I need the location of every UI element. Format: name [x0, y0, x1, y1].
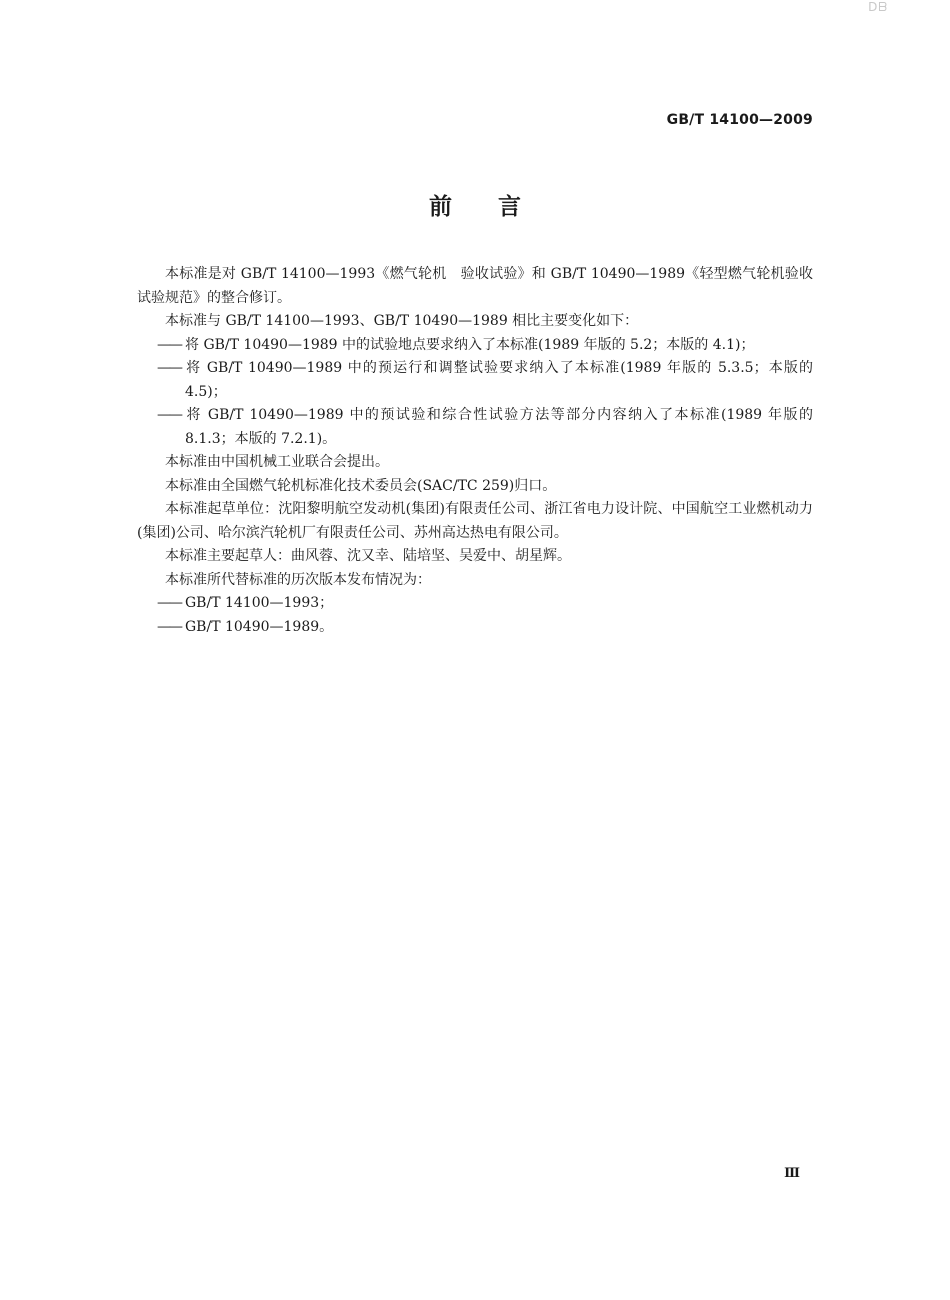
standard-code: GB/T 14100—2009: [666, 112, 813, 128]
dash-marker: ——: [157, 336, 181, 353]
paragraph-replaced-editions-lead: 本标准所代替标准的历次版本发布情况为：: [165, 571, 431, 588]
paragraph-drafting-units: 本标准起草单位：沈阳黎明航空发动机(集团)有限责任公司、浙江省电力设计院、中国航空工业燃机动力(集团)公司、哈尔滨汽轮机厂有限责任公司、苏州高达热电有限公司。: [137, 501, 813, 541]
list-item-text: GB/T 10490—1989。: [185, 618, 334, 635]
list-item-edition-2: [137, 616, 813, 640]
foreword-body: [137, 263, 813, 639]
list-item-text: 将 GB/T 10490—1989 中的试验地点要求纳入了本标准(1989 年版的 5.2；本版的 4.1)；: [185, 336, 755, 353]
dash-marker: ——: [157, 360, 181, 376]
dash-marker: ——: [157, 618, 181, 635]
list-item-text: GB/T 14100—1993；: [185, 595, 334, 611]
page-title: 前言: [429, 194, 567, 220]
dash-marker: ——: [157, 407, 181, 423]
paragraph-drafters: 本标准主要起草人：曲风蓉、沈又幸、陆培坚、吴爱中、胡星辉。: [165, 548, 571, 564]
dash-marker: ——: [157, 595, 181, 611]
list-item-edition-1: [137, 592, 813, 616]
list-item-text: 将 GB/T 10490—1989 中的预运行和调整试验要求纳入了本标准(1989 年版的 5.3.5；本版的 4.5)；: [185, 360, 813, 400]
paragraph-under-jurisdiction: 本标准由全国燃气轮机标准化技术委员会(SAC/TC 259)归口。: [165, 477, 557, 494]
scan-watermark: ᗞᗷ: [868, 0, 888, 14]
paragraph-intro: 本标准是对 GB/T 14100—1993《燃气轮机 验收试验》和 GB/T 10490—1989《轻型燃气轮机验收试验规范》的整合修订。: [137, 266, 813, 306]
list-item-change-1: [137, 334, 813, 358]
page-number: Ⅲ: [784, 1166, 800, 1181]
list-item-text: 将 GB/T 10490—1989 中的预试验和综合性试验方法等部分内容纳入了本标准(1989 年版的 8.1.3；本版的 7.2.1)。: [185, 407, 813, 447]
paragraph-changes-lead: 本标准与 GB/T 14100—1993、GB/T 10490—1989 相比主要变化如下：: [165, 313, 639, 329]
list-item-change-2: [137, 357, 813, 404]
list-item-change-3: [137, 404, 813, 451]
paragraph-proposed-by: 本标准由中国机械工业联合会提出。: [165, 454, 389, 470]
